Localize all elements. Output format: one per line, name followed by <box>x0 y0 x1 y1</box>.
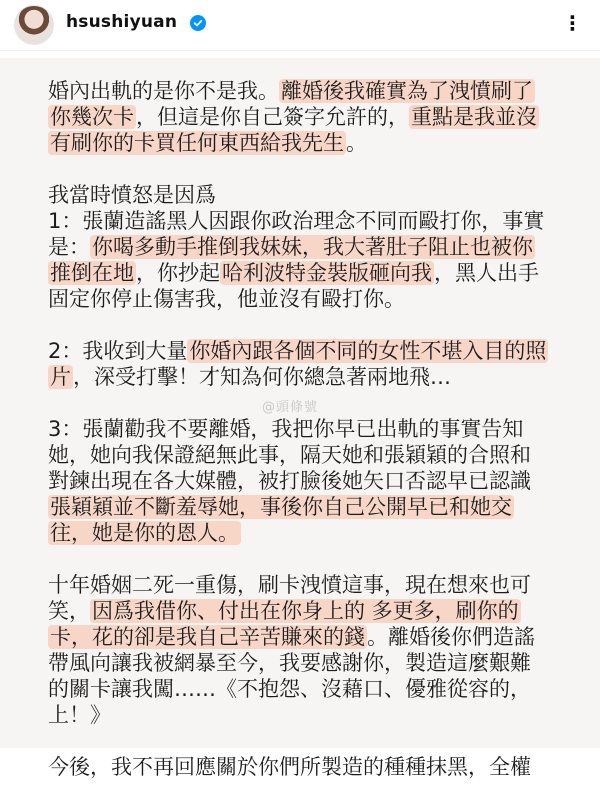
text-line <box>48 182 568 208</box>
highlighted-text: 哈利波特金裝版砸向我 <box>222 261 432 285</box>
highlighted-text: 張穎穎並不斷羞辱她，事後你自己公開早已和她交 <box>50 495 512 519</box>
text-line <box>48 104 568 130</box>
username[interactable]: hsushiyuan <box>66 12 178 32</box>
text-segment: 2：我收到大量 <box>48 339 188 363</box>
paragraph <box>48 754 568 780</box>
text-segment: 她，她向我保證絕無此事，隔天她和張穎穎的合照和 <box>48 443 531 467</box>
highlighted-text: 你幾次卡 <box>50 105 134 129</box>
text-segment: 是： <box>48 235 90 259</box>
text-line <box>48 130 568 156</box>
text-line <box>48 364 568 390</box>
paragraph <box>48 78 568 156</box>
text-segment: 1：張蘭造謠黑人因跟你政治理念不同而毆打你，事實 <box>48 209 545 233</box>
more-options-icon: ⋮ <box>562 11 584 35</box>
text-line <box>48 286 568 312</box>
header-divider <box>0 50 600 51</box>
text-line <box>48 676 568 702</box>
text-line <box>48 598 568 624</box>
text-line <box>48 78 568 104</box>
text-segment: 十年婚姻二死一重傷，刷卡洩憤這事，現在想來也可 <box>48 573 531 597</box>
text-segment: 固定你停止傷害我，他並沒有毆打你。 <box>48 287 405 311</box>
highlighted-text: 往，她是你的恩人。 <box>50 521 239 545</box>
text-segment: ，你抄起 <box>136 261 220 285</box>
highlighted-text: 重點是我並沒 <box>411 105 537 129</box>
highlighted-text: 推倒在地 <box>50 261 134 285</box>
highlighted-text: 因爲我借你、付出在你身上的 多更多，刷你的 <box>92 599 519 623</box>
paragraph <box>48 338 568 390</box>
highlighted-text: 片 <box>50 365 71 389</box>
text-line <box>48 494 568 520</box>
post-header <box>0 0 600 50</box>
text-line <box>48 338 568 364</box>
paragraph <box>48 572 568 728</box>
highlighted-text: 卡，花的卻是我自己辛苦賺來的錢 <box>50 625 365 649</box>
text-segment: ，但這是你自己簽字允許的， <box>136 105 409 129</box>
post-text-body <box>48 78 568 806</box>
text-segment: ，深受打擊！才知為何你總急著兩地飛… <box>73 365 451 389</box>
text-segment: 3：張蘭勸我不要離婚，我把你早已出軌的事實告知 <box>48 417 524 441</box>
text-segment: 笑， <box>48 599 90 623</box>
text-line <box>48 234 568 260</box>
text-line <box>48 624 568 650</box>
text-line <box>48 260 568 286</box>
text-line <box>48 442 568 468</box>
watermark: @頭條號 <box>262 400 319 415</box>
highlighted-text: 你婚內跟各個不同的女性不堪入目的照 <box>189 339 547 363</box>
text-line <box>48 468 568 494</box>
text-segment: 。 <box>346 131 367 155</box>
highlighted-text: 你喝多動手推倒我妹妹，我大著肚子阻止也被你 <box>92 235 533 259</box>
text-segment: 帶風向讓我被網暴至今，我要感謝你，製造這麼艱難 <box>48 651 531 675</box>
text-segment: 對鍊出現在各大媒體，被打臉後她矢口否認早已認識 <box>48 469 531 493</box>
paragraph <box>48 416 568 546</box>
text-line <box>48 520 568 546</box>
text-line <box>48 572 568 598</box>
text-segment: 婚內出軌的是你不是我。 <box>48 79 279 103</box>
text-line <box>48 754 568 780</box>
text-segment: 今後，我不再回應關於你們所製造的種種抹黑，全權 <box>48 755 531 779</box>
text-segment: 的關卡讓我闖……《不抱怨、沒藉口、優雅從容的， <box>48 677 531 701</box>
text-segment: 上！》 <box>48 703 111 727</box>
text-line <box>48 208 568 234</box>
highlighted-text: 有刷你的卡買任何東西給我先生 <box>50 131 344 155</box>
text-line <box>48 416 568 442</box>
paragraph <box>48 182 568 312</box>
highlighted-text: 離婚後我確實為了洩憤刷了 <box>281 79 533 103</box>
more-options-button[interactable] <box>560 10 586 36</box>
text-line <box>48 650 568 676</box>
verified-badge-icon <box>190 15 206 31</box>
post-image <box>0 58 600 779</box>
text-segment: 我當時憤怒是因爲 <box>48 183 216 207</box>
text-line <box>48 702 568 728</box>
text-segment: 。離婚後你們造謠 <box>367 625 535 649</box>
avatar[interactable] <box>14 5 54 45</box>
text-segment: ，黑人出手 <box>434 261 539 285</box>
